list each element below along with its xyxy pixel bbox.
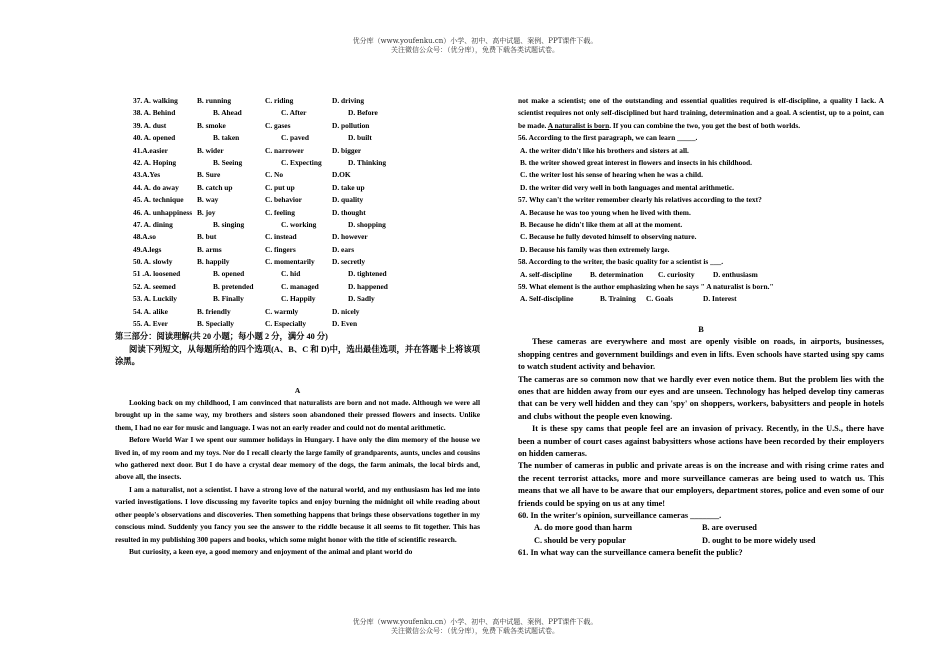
cloze-option: 51 .A. loosened	[133, 269, 181, 279]
footer-line-2: 关注微信公众号：（优分库），免费下载各类试题试卷。	[391, 627, 559, 635]
cloze-option: D. however	[332, 232, 368, 242]
question-options-row	[518, 522, 884, 534]
cloze-row	[115, 132, 480, 144]
left-column	[115, 95, 480, 558]
cloze-option: B. Sure	[197, 170, 221, 180]
cloze-option: D.OK	[332, 170, 351, 180]
cloze-option: B. friendly	[197, 306, 231, 316]
questions-b	[518, 510, 884, 560]
cloze-option: C. put up	[265, 182, 295, 192]
cloze-option: B. pretended	[213, 281, 254, 291]
cloze-option: 46. A. unhappiness	[133, 207, 193, 217]
cloze-option: B. opened	[213, 269, 245, 279]
cloze-option: D. happened	[348, 281, 388, 291]
cloze-row	[115, 306, 480, 318]
cloze-option: D. built	[348, 133, 372, 143]
question-stem: 60. In the writer's opinion, surveillance cameras _______.	[518, 510, 722, 520]
cloze-row	[115, 256, 480, 268]
question-option: A. do more good than harm	[534, 523, 633, 533]
cloze-row	[115, 244, 480, 256]
cloze-option: B. Ahead	[213, 108, 242, 118]
cloze-option: D. pollution	[332, 120, 370, 130]
cloze-option: D. bigger	[332, 145, 362, 155]
question-option: B. the writer showed great interest in flowers and insects in his childhood.	[520, 158, 752, 168]
cloze-option: C. No	[265, 170, 284, 180]
question-option: D. the writer did very well in both languages and mental arithmetic.	[520, 182, 734, 192]
cloze-option: B. singing	[213, 219, 245, 229]
cloze-option: B. smoke	[197, 120, 226, 130]
cloze-option: 52. A. seemed	[133, 281, 176, 291]
cloze-option: D. Before	[348, 108, 378, 118]
cloze-option: D. Thinking	[348, 157, 387, 167]
cloze-option: 39. A. dust	[133, 120, 167, 130]
cloze-option: B. catch up	[197, 182, 233, 192]
cloze-row	[115, 107, 480, 119]
question-option: D. ought to be more widely used	[702, 535, 816, 545]
passage-b-paragraph-2: The cameras are so common now that we hardly ever even notice them. But the problem lies with the ones that are hidden away from our eyes and are unseen. Technology has helped develop tiny cameras that can be very well hidden and they can 'spy' on shoppers, workers, babysitters and people in hotels and clubs without the people even knowing.	[518, 374, 884, 421]
cloze-option: D. secretly	[332, 257, 366, 267]
cloze-option: D. Sadly	[348, 294, 375, 304]
page-header	[0, 37, 950, 55]
question-stem: 56. According to the first paragraph, we can learn _____.	[518, 133, 698, 143]
cloze-option: 40. A. opened	[133, 133, 176, 143]
cloze-option: B. joy	[197, 207, 216, 217]
question-option: D. enthusiasm	[713, 269, 758, 279]
cloze-option: B. way	[197, 195, 219, 205]
cloze-option: B. happily	[197, 257, 230, 267]
cloze-option: 45. A. technique	[133, 195, 184, 205]
cloze-option: C. working	[281, 219, 317, 229]
cloze-option: D. quality	[332, 195, 364, 205]
question-stem: 61. In what way can the surveillance camera benefit the public?	[518, 548, 743, 558]
cloze-option: B. but	[197, 232, 217, 242]
cloze-option: C. managed	[281, 281, 319, 291]
cloze-option: C. momentarily	[265, 257, 315, 267]
cloze-row	[115, 219, 480, 231]
cloze-option: C. fingers	[265, 244, 296, 254]
cloze-row	[115, 281, 480, 293]
cloze-option: 48.A.so	[133, 232, 156, 242]
cloze-option: C. hid	[281, 269, 301, 279]
cloze-row	[115, 194, 480, 206]
question-option: D. Interest	[703, 294, 737, 304]
cloze-option: B. Specially	[197, 319, 234, 329]
cloze-options	[115, 95, 480, 330]
cloze-option: C. After	[281, 108, 307, 118]
question-stem: 58. According to the writer, the basic quality for a scientist is ___.	[518, 257, 724, 267]
question-option: C. Goals	[646, 294, 674, 304]
cloze-option: C. Happily	[281, 294, 316, 304]
cloze-row	[115, 95, 480, 107]
passage-b-paragraph-3: It is these spy cams that people feel are an invasion of privacy. Recently, in the U.S., there have been a number of court cases against babysitters whose actions have been recorded by their employers on hidden cameras.	[518, 424, 884, 458]
cloze-option: C. riding	[265, 96, 294, 105]
passage-a-paragraph-3: I am a naturalist, not a scientist. I have a strong love of the natural world, and my enthusiasm has led me into varied investigations. I love discussing my favorite topics and enjoy burning the midnight oil while reading about other people's observations and discoveries. Then something happens that brings these observations together in my conscious mind. Suddenly you fancy you see the answer to the riddle because it all seems to fit together. This has resulted in my publishing 300 papers and books, which some might honor with the title of scientific research.	[115, 484, 480, 544]
cloze-row	[115, 293, 480, 305]
cloze-option: D. driving	[332, 96, 365, 105]
question-stem: 59. What element is the author emphasizing when he says " A naturalist is born."	[518, 282, 774, 292]
cloze-option: B. running	[197, 96, 232, 105]
cloze-option: C. Especially	[265, 319, 307, 329]
cloze-row	[115, 182, 480, 194]
passage-b-paragraph-4: The number of cameras in public and private areas is on the increase and with rising crime rates and the recent terrorist attacks, more and more surveillance cameras are being used to watch us. This means that we all have to be aware that our employers, department stores, police and even some of our friends could be spying on us at any time!	[518, 461, 884, 508]
question-options-row	[518, 293, 884, 305]
cloze-option: 42. A. Hoping	[133, 157, 177, 167]
question-option: B. are overused	[702, 523, 757, 533]
cloze-row	[115, 169, 480, 181]
question-options-row	[518, 269, 884, 281]
cloze-option: D. shopping	[348, 219, 386, 229]
passage-b-label: B	[698, 324, 704, 334]
cloze-option: 43.A.Yes	[133, 170, 161, 180]
question-options-row	[518, 535, 884, 547]
cloze-option: C. paved	[281, 133, 309, 143]
passage-a-paragraph-2: Before World War I we spent our summer holidays in Hungary. I have only the dim memory of the house we lived in, of my room and my toys. Nor do I recall clearly the large family of grandparents, aunts, uncles and cousins who gathered next door. But I do have a crystal dear memory of the dogs, the farm animals, the local birds and, above all, the insects.	[115, 435, 480, 482]
page-footer	[0, 618, 950, 636]
passage-a-paragraph-4: But curiosity, a keen eye, a good memory and enjoyment of the animal and plant world do	[129, 546, 413, 556]
cloze-row	[115, 207, 480, 219]
cloze-row	[115, 318, 480, 330]
cloze-row	[115, 157, 480, 169]
cloze-option: 41.A.easier	[133, 145, 168, 155]
cloze-option: 53. A. Luckily	[133, 294, 177, 304]
passage-a-label: A	[294, 385, 301, 395]
header-line-2: 关注微信公众号：（优分库），免费下载各类试题试卷。	[391, 46, 559, 54]
cloze-option: C. warmly	[265, 306, 299, 316]
question-option: C. curiosity	[658, 269, 695, 279]
p5-start: not make a scientist; one of the outstanding and essential qualities required is elf-discipline, a quality I lack. A scientist requires not only self-disciplined but hard training, determination and a goal. A scientist, up to a point, can be made.	[518, 96, 884, 130]
passage-a-paragraph-5	[518, 95, 884, 132]
cloze-option: C. Expecting	[281, 157, 322, 167]
cloze-option: C. behavior	[265, 195, 302, 205]
cloze-option: D. take up	[332, 182, 365, 192]
header-line-1: 优分库（www.youfenku.cn）小学、初中、高中试题、案例、PPT课件下载。	[352, 37, 598, 45]
cloze-option: C. instead	[265, 232, 297, 242]
question-option: B. Training	[600, 294, 636, 304]
cloze-option: D. thought	[332, 207, 366, 217]
cloze-row	[115, 145, 480, 157]
cloze-option: B. Finally	[213, 294, 244, 304]
cloze-option: C. feeling	[265, 207, 295, 217]
cloze-option: D. nicely	[332, 306, 360, 316]
cloze-option: 47. A. dining	[133, 219, 173, 229]
cloze-option: 44. A. do away	[133, 182, 179, 192]
naturalist-is-born-underline: A naturalist is born	[547, 120, 610, 130]
section3-title: 第三部分：阅读理解(共 20 小题；每小题 2 分，满分 40 分)	[115, 332, 328, 342]
question-option: C. the writer lost his sense of hearing when he was a child.	[520, 170, 703, 180]
cloze-option: B. arms	[197, 244, 222, 254]
cloze-option: 49.A.legs	[133, 244, 162, 254]
question-option: B. determination	[590, 269, 644, 279]
cloze-row	[115, 120, 480, 132]
cloze-option: D. Even	[332, 319, 358, 329]
passage-a-paragraph-1: Looking back on my childhood, I am convinced that naturalists are born and not made. Although we were all brought up in the same way, my brothers and sisters soon abandoned their pressed flowers and insects. Unlike them, I had no ear for music and language. I was not an early reader and could not do mental arithmetic.	[115, 398, 480, 432]
question-option: A. the writer didn't like his brothers and sisters at all.	[520, 145, 689, 155]
section3-instruction: 阅读下列短文，从每题所给的四个选项(A、B、C 和 D)中，选出最佳选项，并在答题卡上将该项涂黑。	[115, 344, 480, 367]
cloze-option: D. tightened	[348, 269, 387, 279]
question-stem: 57. Why can't the writer remember clearly his relatives according to the text?	[518, 195, 762, 205]
cloze-option: D. ears	[332, 244, 355, 254]
question-option: A. Because he was too young when he lived with them.	[520, 207, 691, 217]
question-option: A. Self-discipline	[520, 294, 574, 304]
cloze-option: C. gases	[265, 120, 291, 130]
question-option: D. Because his family was then extremely large.	[520, 244, 670, 254]
right-column	[518, 95, 884, 560]
cloze-row	[115, 268, 480, 280]
cloze-option: B. taken	[213, 133, 240, 143]
cloze-option: B. Seeing	[213, 157, 243, 167]
cloze-option: C. narrower	[265, 145, 304, 155]
question-option: B. Because he didn't like them at all at the moment.	[520, 220, 683, 230]
cloze-option: 37. A. walking	[133, 96, 178, 105]
question-option: C. should be very popular	[534, 535, 626, 545]
question-option: A. self-discipline	[520, 269, 573, 279]
questions-a	[518, 132, 884, 306]
p5-end: . If you can combine the two, you get the best of both worlds.	[609, 120, 801, 130]
cloze-option: 54. A. alike	[133, 306, 168, 316]
question-option: C. Because he fully devoted himself to observing nature.	[520, 232, 697, 242]
passage-b-paragraph-1: These cameras are everywhere and most are openly visible on roads, in airports, businesses, shopping centres and government buildings and even in lifts. Even schools have started using spy cams to watch student activity and behavior.	[518, 337, 884, 372]
cloze-row	[115, 231, 480, 243]
cloze-option: B. wider	[197, 145, 224, 155]
cloze-option: 55. A. Ever	[133, 319, 168, 329]
cloze-option: 38. A. Behind	[133, 108, 176, 118]
cloze-option: 50. A. slowly	[133, 257, 173, 267]
footer-line-1: 优分库（www.youfenku.cn）小学、初中、高中试题、案例、PPT课件下载。	[352, 618, 598, 626]
